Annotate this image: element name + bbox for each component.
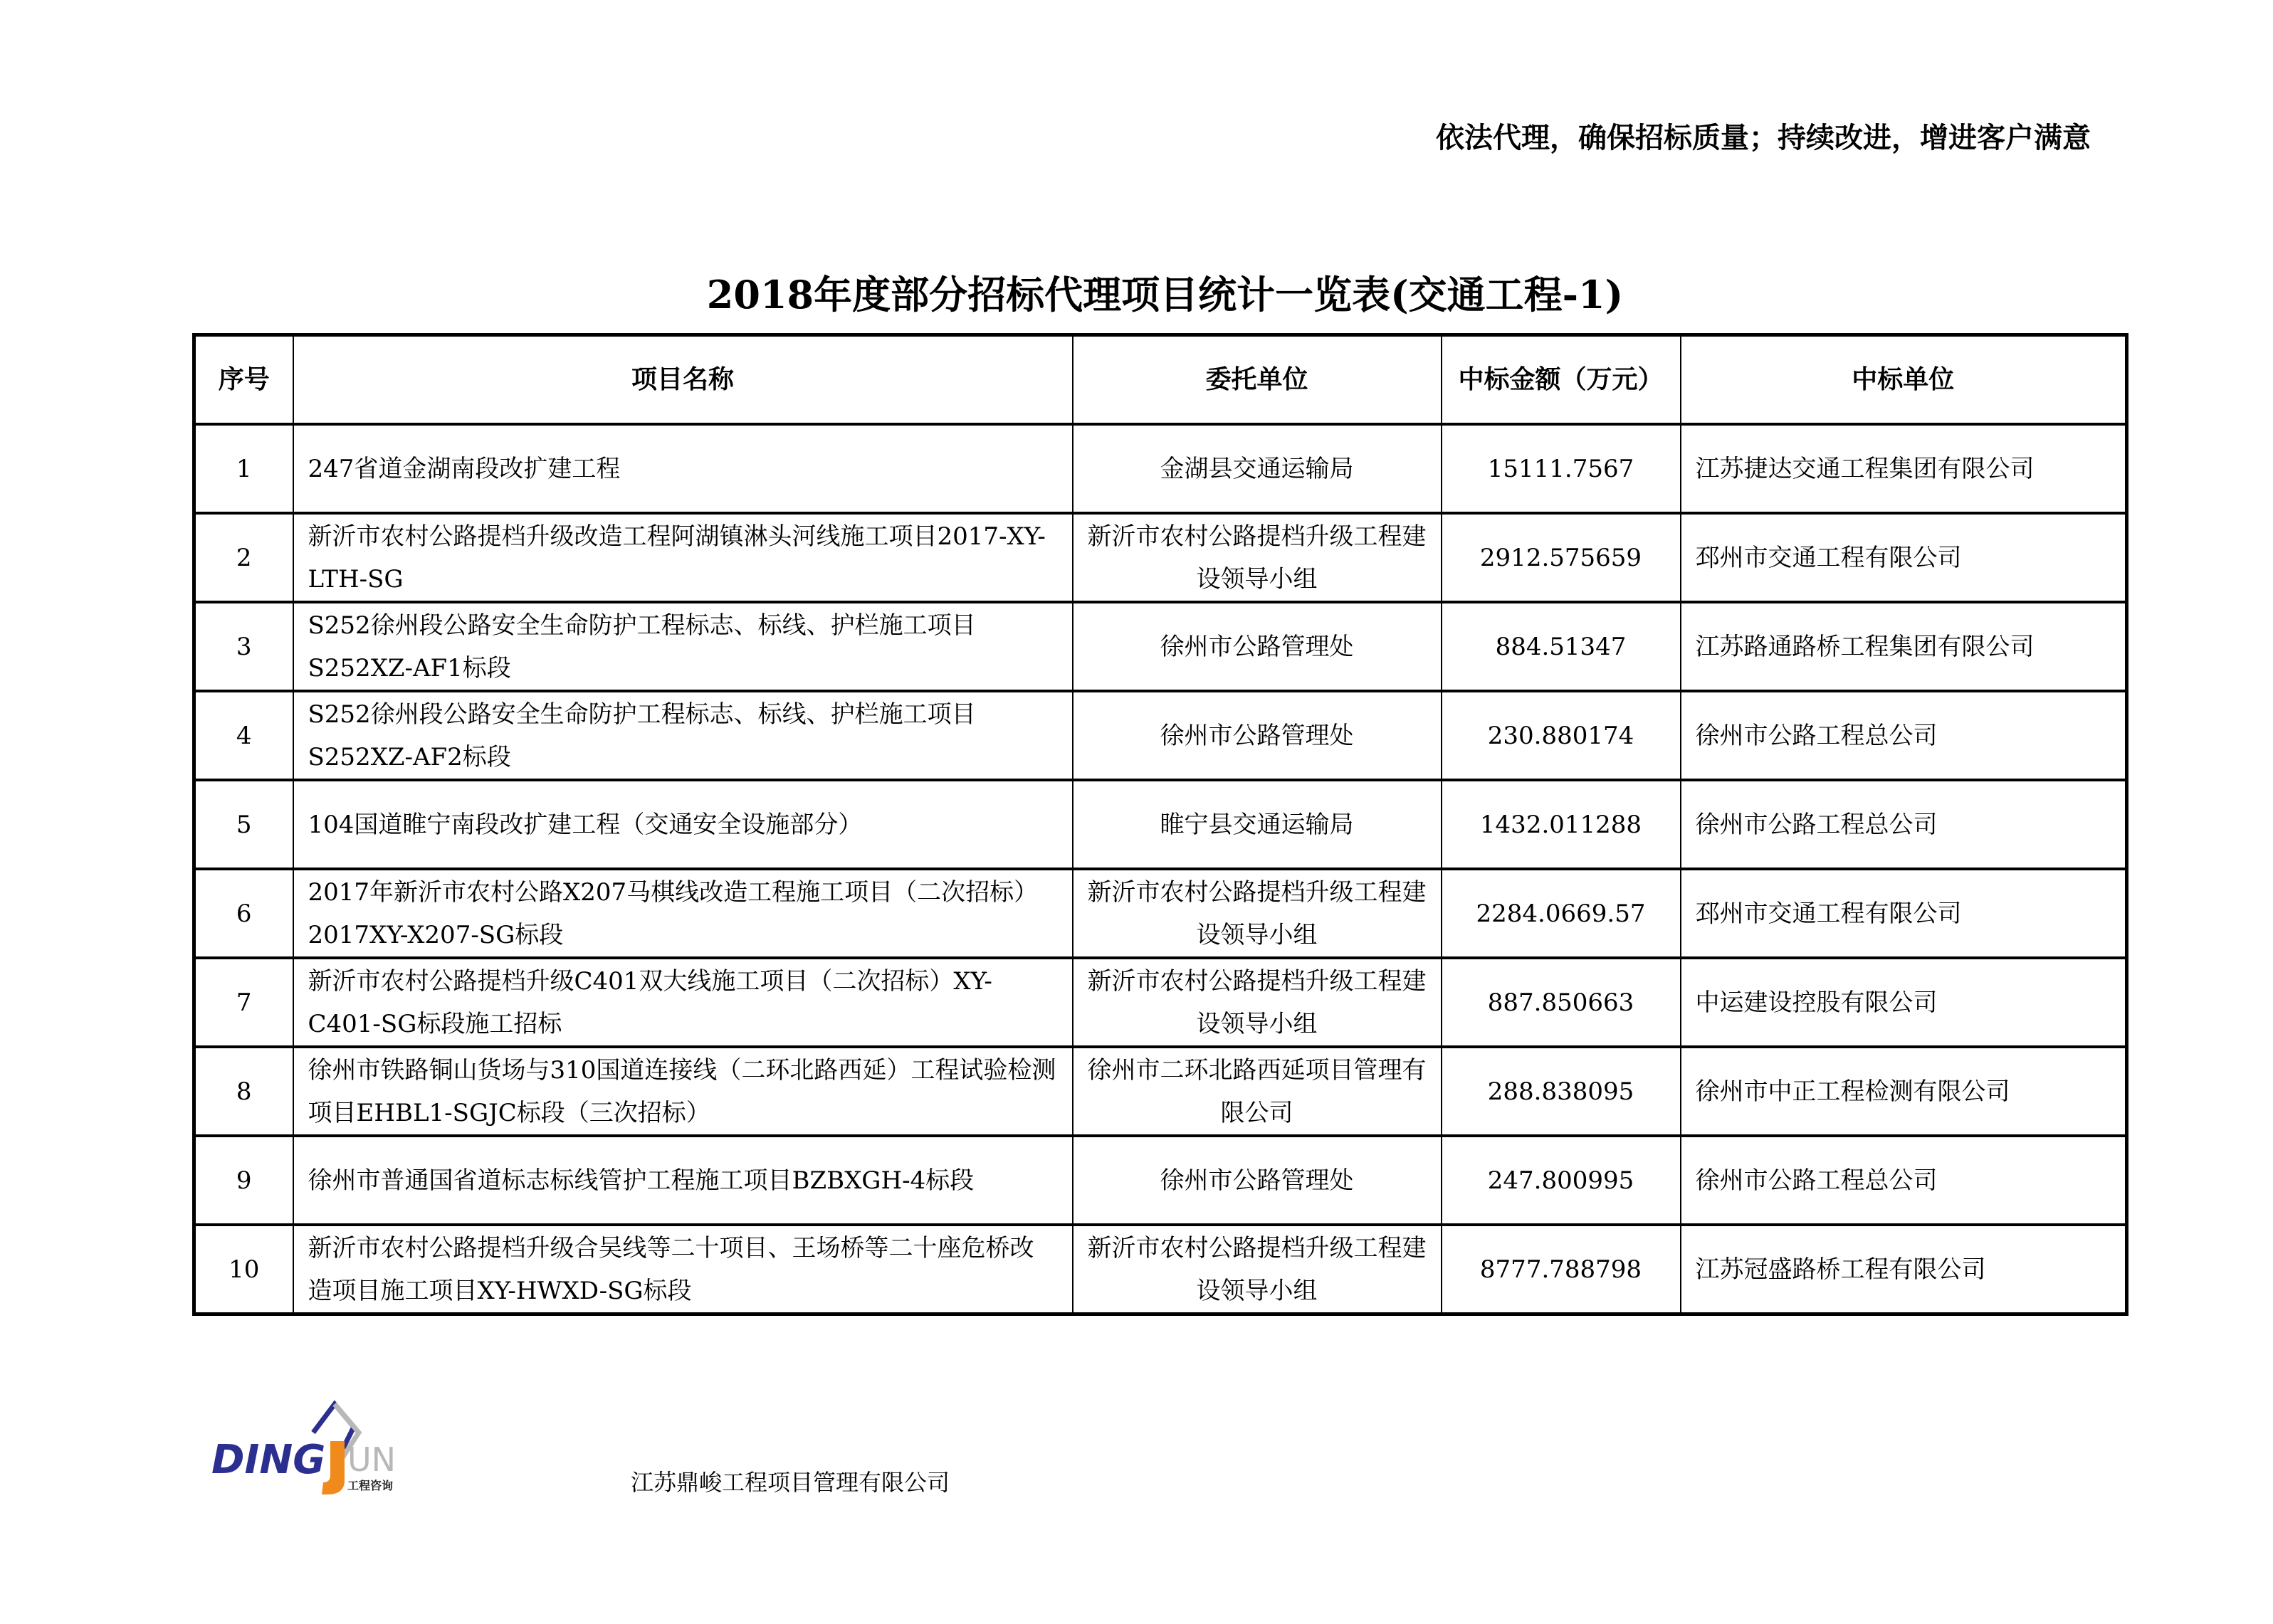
client-unit: 新沂市农村公路提档升级工程建设领导小组 (1073, 958, 1442, 1047)
client-unit: 新沂市农村公路提档升级工程建设领导小组 (1073, 869, 1442, 958)
winning-amount: 15111.7567 (1442, 424, 1681, 513)
winning-amount: 2284.0669.57 (1442, 869, 1681, 958)
row-number: 1 (194, 424, 293, 513)
winning-amount: 247.800995 (1442, 1136, 1681, 1225)
winning-unit: 中运建设控股有限公司 (1681, 958, 2127, 1047)
client-unit: 金湖县交通运输局 (1073, 424, 1442, 513)
col-header-amount: 中标金额（万元） (1442, 335, 1681, 425)
project-name: 徐州市普通国省道标志标线管护工程施工项目BZBXGH-4标段 (293, 1136, 1073, 1225)
project-name: 新沂市农村公路提档升级改造工程阿湖镇淋头河线施工项目2017-XY-LTH-SG (293, 513, 1073, 602)
project-name: 2017年新沂市农村公路X207马棋线改造工程施工项目（二次招标）2017XY-X207-SG标段 (293, 869, 1073, 958)
svg-text:工程咨询: 工程咨询 (347, 1479, 394, 1492)
table-row (194, 602, 2127, 691)
row-number: 8 (194, 1047, 293, 1136)
winning-amount: 288.838095 (1442, 1047, 1681, 1136)
winning-amount: 2912.575659 (1442, 513, 1681, 602)
client-unit: 徐州市二环北路西延项目管理有限公司 (1073, 1047, 1442, 1136)
table-row (194, 1225, 2127, 1314)
table-row (194, 869, 2127, 958)
winning-unit: 江苏冠盛路桥工程有限公司 (1681, 1225, 2127, 1314)
client-unit: 睢宁县交通运输局 (1073, 780, 1442, 869)
client-unit: 徐州市公路管理处 (1073, 691, 1442, 780)
row-number: 10 (194, 1225, 293, 1314)
table-row (194, 958, 2127, 1047)
dingjun-logo (208, 1391, 400, 1498)
page-title: 2018年度部分招标代理项目统计一览表(交通工程-1) (706, 272, 1624, 317)
winning-unit: 邳州市交通工程有限公司 (1681, 513, 2127, 602)
table-row (194, 691, 2127, 780)
table-row (194, 780, 2127, 869)
winning-amount: 230.880174 (1442, 691, 1681, 780)
client-unit: 徐州市公路管理处 (1073, 602, 1442, 691)
winning-unit: 邳州市交通工程有限公司 (1681, 869, 2127, 958)
row-number: 7 (194, 958, 293, 1047)
project-name: 104国道睢宁南段改扩建工程（交通安全设施部分） (293, 780, 1073, 869)
table-header-row (194, 335, 2127, 425)
winning-unit: 徐州市中正工程检测有限公司 (1681, 1047, 2127, 1136)
col-header-no: 序号 (194, 335, 293, 425)
row-number: 3 (194, 602, 293, 691)
client-unit: 徐州市公路管理处 (1073, 1136, 1442, 1225)
table-row (194, 1136, 2127, 1225)
row-number: 4 (194, 691, 293, 780)
col-header-winner: 中标单位 (1681, 335, 2127, 425)
project-name: 新沂市农村公路提档升级C401双大线施工项目（二次招标）XY-C401-SG标段施工招标 (293, 958, 1073, 1047)
header-slogan: 依法代理，确保招标质量；持续改进，增进客户满意 (1436, 122, 2091, 154)
winning-amount: 8777.788798 (1442, 1225, 1681, 1314)
row-number: 6 (194, 869, 293, 958)
project-name: S252徐州段公路安全生命防护工程标志、标线、护栏施工项目S252XZ-AF1标段 (293, 602, 1073, 691)
col-header-client: 委托单位 (1073, 335, 1442, 425)
svg-text:UN: UN (347, 1440, 397, 1479)
client-unit: 新沂市农村公路提档升级工程建设领导小组 (1073, 513, 1442, 602)
project-name: 新沂市农村公路提档升级合吴线等二十项目、王场桥等二十座危桥改造项目施工项目XY-HWXD-SG标段 (293, 1225, 1073, 1314)
table-row (194, 1047, 2127, 1136)
project-name: 247省道金湖南段改扩建工程 (293, 424, 1073, 513)
svg-text:DING: DING (211, 1437, 326, 1483)
project-table (192, 333, 2128, 1316)
table-row (194, 424, 2127, 513)
winning-unit: 江苏捷达交通工程集团有限公司 (1681, 424, 2127, 513)
winning-amount: 1432.011288 (1442, 780, 1681, 869)
table-row (194, 513, 2127, 602)
winning-amount: 887.850663 (1442, 958, 1681, 1047)
row-number: 2 (194, 513, 293, 602)
row-number: 5 (194, 780, 293, 869)
row-number: 9 (194, 1136, 293, 1225)
project-name: S252徐州段公路安全生命防护工程标志、标线、护栏施工项目S252XZ-AF2标段 (293, 691, 1073, 780)
project-name: 徐州市铁路铜山货场与310国道连接线（二环北路西延）工程试验检测项目EHBL1-SGJC标段（三次招标） (293, 1047, 1073, 1136)
winning-unit: 徐州市公路工程总公司 (1681, 1136, 2127, 1225)
winning-unit: 徐州市公路工程总公司 (1681, 780, 2127, 869)
col-header-name: 项目名称 (293, 335, 1073, 425)
client-unit: 新沂市农村公路提档升级工程建设领导小组 (1073, 1225, 1442, 1314)
winning-unit: 江苏路通路桥工程集团有限公司 (1681, 602, 2127, 691)
footer-company: 江苏鼎峻工程项目管理有限公司 (631, 1469, 950, 1496)
winning-unit: 徐州市公路工程总公司 (1681, 691, 2127, 780)
winning-amount: 884.51347 (1442, 602, 1681, 691)
